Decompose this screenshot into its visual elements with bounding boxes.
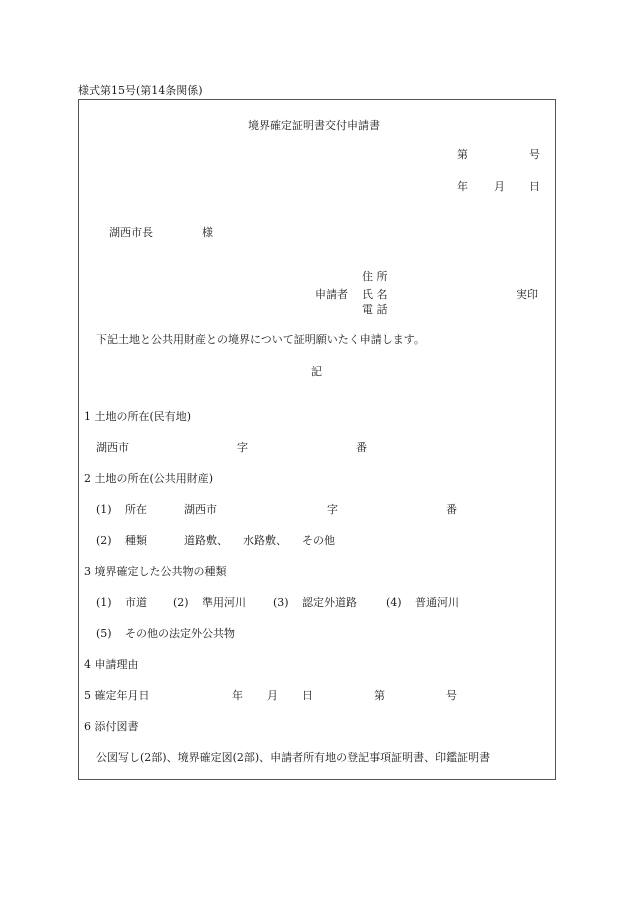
document-number-prefix: 第 xyxy=(457,148,468,161)
applicant-address-label: 住 所 xyxy=(362,270,388,283)
addressee-honorific: 様 xyxy=(202,226,213,239)
form-number-label: 様式第15号(第14条関係) xyxy=(78,84,203,97)
section-3-option-3-number: (3) xyxy=(273,596,289,609)
section-3-option-5-number: (5) xyxy=(96,627,112,640)
section-3-option-4-number: (4) xyxy=(386,596,402,609)
section-2-location-label: 所在 xyxy=(125,503,147,516)
section-2-aza: 字 xyxy=(327,503,338,516)
section-2-type-road: 道路敷、 xyxy=(184,534,228,547)
section-3-option-city-road: 市道 xyxy=(125,596,147,609)
section-5-month: 月 xyxy=(267,689,278,702)
applicant-name-label: 氏 名 xyxy=(362,288,388,301)
section-1-title: 1 土地の所在(民有地) xyxy=(84,410,192,423)
date-year-label: 年 xyxy=(457,180,468,193)
section-3-option-uncertified-road: 認定外道路 xyxy=(302,596,357,609)
section-2-row2-number: (2) xyxy=(96,534,112,547)
section-2-city: 湖西市 xyxy=(184,503,217,516)
section-3-option-other-public: その他の法定外公共物 xyxy=(125,627,235,640)
section-4-title: 4 申請理由 xyxy=(84,658,139,671)
section-3-option-quasi-river: 準用河川 xyxy=(202,596,246,609)
section-6-title: 6 添付図書 xyxy=(84,720,139,733)
seal-label: 実印 xyxy=(516,288,538,301)
applicant-label: 申請者 xyxy=(315,288,348,301)
section-3-option-2-number: (2) xyxy=(173,596,189,609)
section-5-go: 号 xyxy=(446,689,457,702)
section-5-title: 5 確定年月日 xyxy=(84,689,150,702)
section-2-row1-number: (1) xyxy=(96,503,112,516)
section-2-type-waterway: 水路敷、 xyxy=(243,534,287,547)
section-1-aza: 字 xyxy=(237,441,248,454)
applicant-phone-label: 電 話 xyxy=(362,303,388,316)
section-1-ban: 番 xyxy=(356,441,367,454)
ki-heading: 記 xyxy=(311,365,322,378)
application-form-frame xyxy=(78,99,556,780)
section-6-attachments: 公図写し(2部)、境界確定図(2部)、申請者所有地の登記事項証明書、印鑑証明書 xyxy=(96,751,491,764)
section-5-day: 日 xyxy=(302,689,313,702)
date-month-label: 月 xyxy=(494,180,505,193)
request-statement: 下記土地と公共用財産との境界について証明願いたく申請します。 xyxy=(96,333,425,346)
section-1-city: 湖西市 xyxy=(96,441,129,454)
section-5-dai: 第 xyxy=(374,689,385,702)
section-2-ban: 番 xyxy=(446,503,457,516)
section-2-type-label: 種類 xyxy=(125,534,147,547)
section-3-option-ordinary-river: 普通河川 xyxy=(415,596,459,609)
form-title: 境界確定証明書交付申請書 xyxy=(248,119,380,132)
section-2-title: 2 土地の所在(公共用財産) xyxy=(84,472,214,485)
section-3-option-1-number: (1) xyxy=(96,596,112,609)
addressee-name: 湖西市長 xyxy=(109,226,153,239)
date-day-label: 日 xyxy=(529,180,540,193)
section-3-title: 3 境界確定した公共物の種類 xyxy=(84,565,227,578)
section-2-type-other: その他 xyxy=(302,534,335,547)
section-5-year: 年 xyxy=(232,689,243,702)
document-number-suffix: 号 xyxy=(529,148,540,161)
